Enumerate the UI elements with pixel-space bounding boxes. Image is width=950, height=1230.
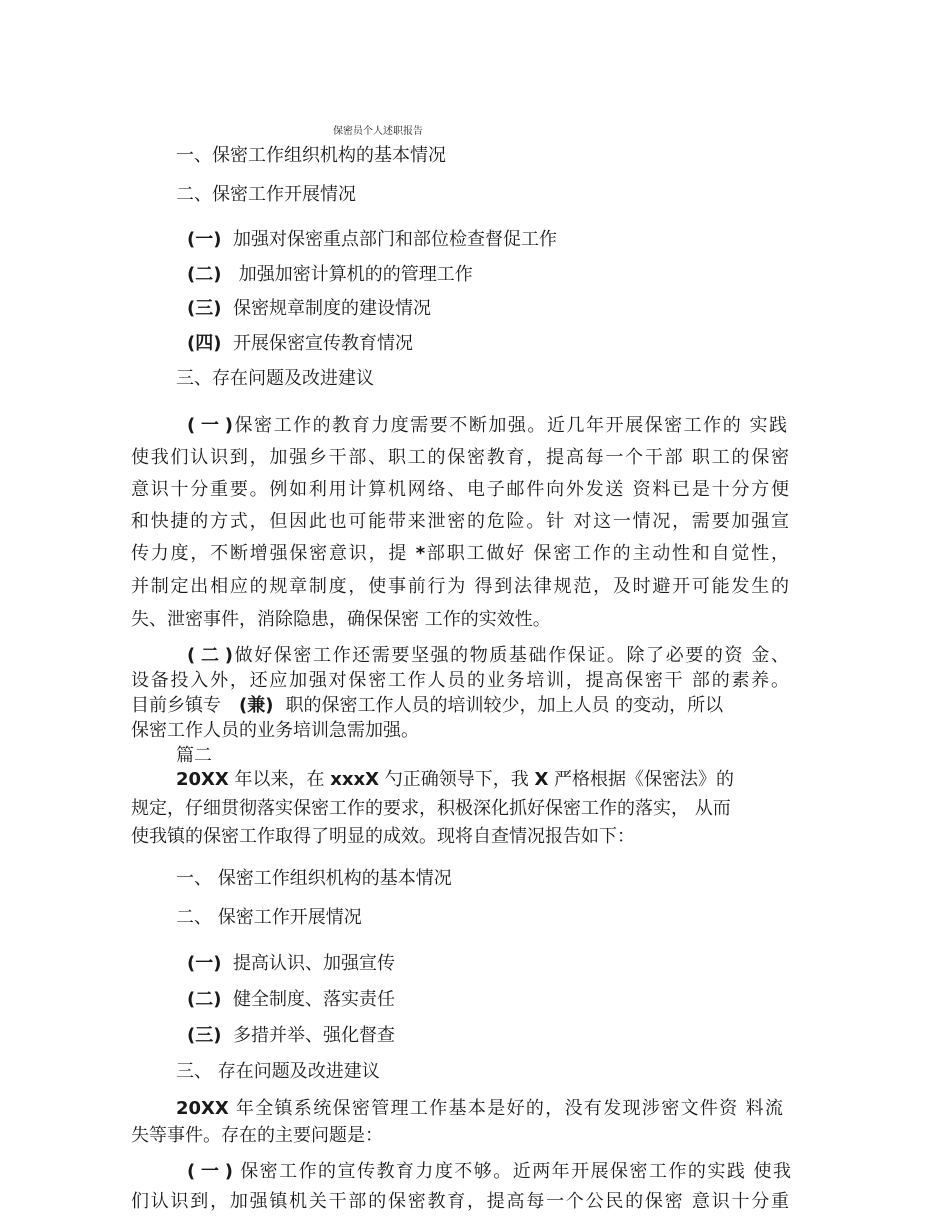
item-number: (一) bbox=[187, 415, 233, 436]
subsection-item bbox=[187, 264, 473, 286]
paragraph-line: 传力度，不断增强保密意识，提 *部职工做好 保密工作的主动性和自觉性， bbox=[131, 543, 789, 564]
paragraph-line: 失等事件。存在的主要问题是： bbox=[131, 1125, 383, 1146]
item-text: 提高认识、加强宣传 bbox=[233, 953, 395, 974]
paragraph-line: 20XX 年全镇系统保密管理工作基本是好的，没有发现涉密文件资 料流 bbox=[176, 1098, 783, 1119]
section-heading: 二、 保密工作开展情况 bbox=[176, 907, 362, 928]
paragraph-line: 保密工作人员的业务培训急需加强。 bbox=[131, 720, 419, 741]
item-number: (一) bbox=[187, 1161, 233, 1182]
paragraph-line: 意识十分重要。例如利用计算机网络、电子邮件向外发送 资料已是十分方便 bbox=[131, 479, 789, 500]
paragraph-line: 使我镇的保密工作取得了明显的成效。现将自查情况报告如下： bbox=[131, 826, 635, 847]
paragraph-line: (二)做好保密工作还需要坚强的物质基础作保证。除了必要的资 金、 bbox=[187, 645, 789, 666]
paragraph-line: 20XX 年以来，在 xxxX 勺正确领导下，我 X 严格根据《保密法》的 bbox=[176, 769, 735, 790]
item-number: (一) bbox=[187, 953, 222, 974]
item-text: 健全制度、落实责任 bbox=[233, 989, 395, 1010]
page-header: 保密员个人述职报告 bbox=[333, 126, 423, 137]
section-heading: 一、保密工作组织机构的基本情况 bbox=[176, 145, 446, 166]
item-number: (二) bbox=[187, 989, 222, 1010]
subsection-item bbox=[187, 333, 413, 355]
item-text: 开展保密宣传教育情况 bbox=[233, 333, 413, 354]
paragraph-line: 设备投入外，还应加强对保密工作人员的业务培训，提高保密干 部的素养。 bbox=[131, 670, 789, 691]
subsection-item bbox=[187, 1025, 395, 1047]
item-text: 加强加密计算机的的管理工作 bbox=[233, 264, 473, 285]
item-text: 多措并举、强化督查 bbox=[233, 1025, 395, 1046]
section-heading: 一、 保密工作组织机构的基本情况 bbox=[176, 868, 452, 889]
paragraph-line: 并制定出相应的规章制度，使事前行为 得到法律规范，及时避开可能发生的 bbox=[131, 576, 789, 597]
paragraph-line: 失、泄密事件，消除隐患，确保保密 工作的实效性。 bbox=[131, 609, 551, 630]
paragraph-line: 规定，仔细贯彻落实保密工作的要求，积极深化抓好保密工作的落实， 从而 bbox=[131, 798, 731, 819]
paragraph-line: 和快捷的方式，但因此也可能带来泄密的危险。针 对这一情况，需要加强宣 bbox=[131, 511, 789, 532]
item-number: (二) bbox=[187, 264, 222, 285]
part-title: 篇二 bbox=[176, 745, 212, 766]
paragraph-line: 们认识到，加强镇机关干部的保密教育，提高每一个公民的保密 意识十分重 bbox=[131, 1191, 789, 1212]
item-number: (三) bbox=[187, 298, 222, 319]
item-text: 保密规章制度的建设情况 bbox=[233, 298, 431, 319]
section-heading: 三、 存在问题及改进建议 bbox=[176, 1061, 380, 1082]
section-heading: 三、存在问题及改进建议 bbox=[176, 368, 374, 389]
item-number: (一) bbox=[187, 229, 222, 250]
item-text: 加强对保密重点部门和部位检查督促工作 bbox=[233, 229, 557, 250]
subsection-item bbox=[187, 298, 431, 320]
item-number: (二) bbox=[187, 645, 233, 666]
item-number: (三) bbox=[187, 1025, 222, 1046]
subsection-item bbox=[187, 989, 395, 1011]
paragraph-line: (一) 保密工作的宣传教育力度不够。近两年开展保密工作的实践 使我 bbox=[187, 1161, 791, 1182]
paragraph-line: 目前乡镇专 (兼) 职的保密工作人员的培训较少，加上人员 的变动，所以 bbox=[131, 695, 724, 716]
paragraph-line: (一)保密工作的教育力度需要不断加强。近几年开展保密工作的 实践 bbox=[187, 415, 787, 436]
subsection-item bbox=[187, 953, 395, 975]
paragraph-line: 使我们认识到，加强乡干部、职工的保密教育，提高每一个干部 职工的保密 bbox=[131, 447, 789, 468]
item-number: (四) bbox=[187, 333, 222, 354]
subsection-item bbox=[187, 229, 557, 251]
section-heading: 二、保密工作开展情况 bbox=[176, 184, 356, 205]
